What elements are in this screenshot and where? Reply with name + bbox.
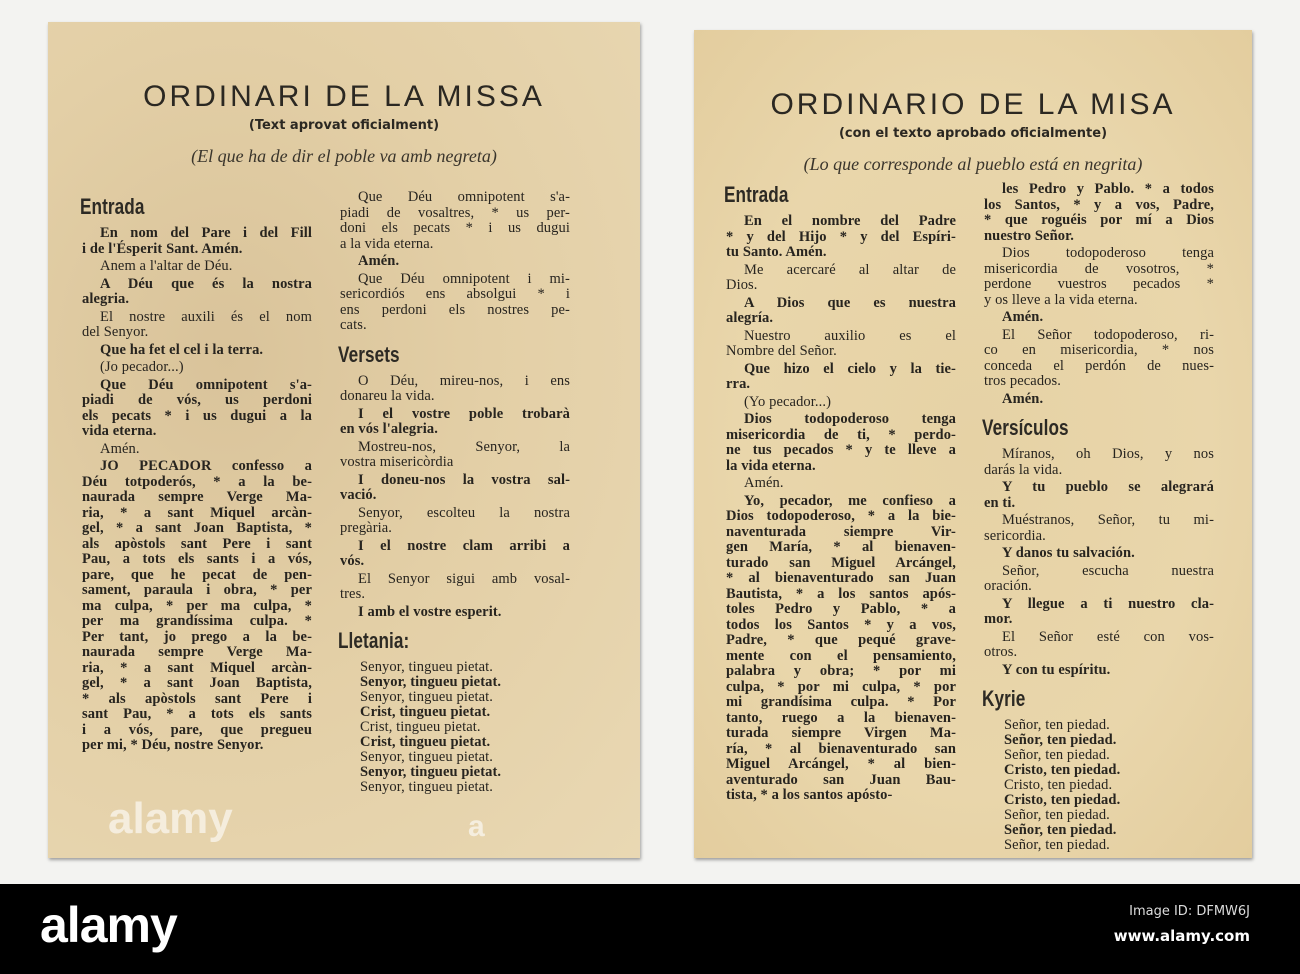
text-line: * als apòstols sant Pere i	[82, 690, 312, 707]
spanish-page	[694, 30, 1252, 858]
text-line: * que roguéis por mí a Dios	[984, 212, 1214, 228]
list-item: Señor, ten piedad.	[1004, 717, 1110, 733]
text-line: turada siempre Virgen Ma-	[726, 725, 956, 741]
image-id: Image ID: DFMW6J	[1129, 904, 1250, 919]
page-note: (Lo que corresponde al pueblo está en negrita)	[803, 154, 1143, 174]
list-item: Crist, tingueu pietat.	[360, 719, 481, 735]
text-line: per ma grandíssima culpa. *	[82, 613, 312, 629]
section-heading: Versets	[338, 341, 400, 367]
text-line: JO PECADOR confesso a	[100, 458, 312, 474]
page-title: ORDINARI DE LA MISSA	[143, 80, 545, 113]
people-response	[340, 473, 570, 504]
priest-text	[984, 328, 1214, 390]
text-line: Me acercaré al altar de	[744, 261, 956, 278]
page-note: (El que ha de dir el poble va amb negreta)	[191, 146, 497, 166]
list-item: Senyor, tingueu pietat.	[360, 689, 493, 705]
list-item: Senyor, tingueu pietat.	[360, 764, 502, 780]
text-line: I el nostre clam arribi a	[358, 537, 570, 554]
text-line: Senyor, escolteu la nostra	[358, 504, 570, 521]
text-line: per mi, * Déu, nostre Senyor.	[82, 737, 264, 753]
priest-text	[340, 374, 570, 405]
text-line: piadi de vosaltres, * us per-	[340, 204, 570, 221]
text-line: Miguel Arcángel, * al bien-	[726, 756, 956, 772]
people-response	[726, 214, 956, 261]
text-line: A Dios que es nuestra	[744, 294, 956, 311]
text-line: toles Pedro y Pablo, * a	[726, 601, 956, 617]
text-line: Míranos, oh Dios, y nos	[1002, 446, 1214, 462]
watermark: a	[468, 810, 485, 843]
people-response	[340, 407, 570, 438]
text-line: naurada sempre Verge Ma-	[82, 644, 312, 660]
text-line: Padre, * que pequé grave-	[726, 632, 956, 648]
text-line: Que hizo el cielo y la tie-	[744, 360, 956, 377]
text-line: * y del Hijo * y del Espíri-	[726, 228, 956, 245]
text-line: Yo, pecador, me confieso a	[744, 492, 956, 509]
alamy-logo: alamy	[40, 897, 177, 953]
text-line: tanto, ruego a la bienaven-	[726, 709, 956, 726]
list-item: Cristo, ten piedad.	[1004, 777, 1113, 793]
text-line: Mostreu-nos, Senyor, la	[358, 438, 570, 455]
people-response	[82, 343, 312, 359]
text-line: El Señor todopoderoso, ri-	[1002, 326, 1214, 343]
text-line: i de l'Ésperit Sant. Amén.	[82, 240, 243, 257]
text-line: El Senyor sigui amb vosal-	[358, 570, 570, 587]
people-response	[984, 480, 1214, 511]
text-line: * al bienaventurado san Juan	[726, 570, 956, 586]
text-line: palabra y obra; * por mi	[726, 663, 956, 679]
text-line: Y llegue a ti nuestro cla-	[1002, 595, 1214, 612]
people-response	[82, 226, 312, 257]
column-right	[340, 190, 570, 797]
priest-text	[82, 259, 312, 275]
text-line: les Pedro y Pablo. * a todos	[1002, 181, 1214, 197]
priest-text	[984, 564, 1214, 595]
text-line: Amén.	[100, 440, 140, 457]
section-heading: Entrada	[80, 194, 145, 219]
people-response	[984, 597, 1214, 628]
people-response	[726, 296, 956, 327]
page-subtitle: (con el texto aprobado oficialmente)	[838, 126, 1108, 141]
text-line: sant Pau, * a tots els sants	[82, 706, 312, 722]
priest-text	[340, 506, 570, 537]
priest-text	[82, 310, 312, 341]
priest-text	[726, 476, 956, 492]
text-line: Que Déu omnipotent s'a-	[358, 189, 570, 205]
text-line: en ti.	[984, 494, 1016, 511]
people-response	[726, 412, 956, 474]
text-line: conceda el perdón de nues-	[984, 357, 1214, 374]
list-item: Crist, tingueu pietat.	[360, 734, 491, 750]
text-line: alegria.	[82, 291, 130, 307]
text-line: co en misericordia, * nos	[984, 342, 1214, 358]
watermark: alamy	[108, 794, 233, 843]
text-line: nuestro Señor.	[984, 227, 1075, 244]
people-response	[984, 182, 1214, 244]
text-line: Que ha fet el cel i la terra.	[100, 341, 264, 358]
priest-text	[340, 440, 570, 471]
text-line: i a vós, pare, que pregueu	[82, 721, 312, 738]
text-line: El nostre auxili és el nom	[100, 308, 312, 325]
text-line: tu Santo. Amén.	[726, 244, 827, 260]
text-line: la vida eterna.	[726, 457, 816, 474]
section-heading: Kyrie	[982, 686, 1026, 711]
list-item: Señor, ten piedad.	[1004, 807, 1110, 823]
text-line: naurada sempre Verge Ma-	[82, 489, 312, 505]
text-line: I el vostre poble trobarà	[358, 405, 570, 422]
text-line: mente con el pensamiento,	[726, 647, 956, 664]
text-line: sament, paraula i obra, * per	[82, 582, 312, 598]
text-line: aventurado san Juan Bau-	[726, 771, 956, 788]
list-item: Senyor, tingueu pietat.	[360, 779, 493, 795]
text-line: ens perdoni els nostres pe-	[340, 301, 570, 318]
text-line: En el nombre del Padre	[744, 213, 956, 229]
text-line: Señor, escucha nuestra	[1002, 562, 1214, 579]
text-line: vida eterna.	[82, 423, 157, 439]
text-line: perdone vuestros pecados *	[984, 276, 1214, 292]
text-line: Y danos tu salvación.	[1002, 545, 1135, 561]
column-right	[984, 182, 1214, 855]
priest-text	[340, 272, 570, 334]
text-line: piadi de vós, us perdoni	[82, 392, 312, 408]
text-line: sericordia.	[984, 527, 1046, 544]
text-line: Nuestro auxilio es el	[744, 327, 956, 344]
text-line: I doneu-nos la vostra sal-	[358, 471, 570, 488]
text-line: pare, que he pecat de pen-	[82, 566, 312, 583]
text-line: A Déu que és la nostra	[100, 275, 312, 292]
text-line: Per tant, jo prego a la be-	[82, 628, 312, 645]
text-line: Déu totpoderós, * a la be-	[82, 473, 312, 490]
priest-text	[340, 572, 570, 603]
text-line: tres.	[340, 586, 366, 602]
text-line: mor.	[984, 611, 1013, 627]
list-item: Senyor, tingueu pietat.	[360, 674, 502, 690]
people-response	[726, 494, 956, 804]
text-line: pregària.	[340, 520, 393, 536]
priest-text	[82, 360, 312, 376]
text-line: Que Déu omnipotent s'a-	[100, 376, 312, 393]
priest-text	[984, 513, 1214, 544]
section-heading: Versículos	[982, 415, 1069, 440]
text-line: Pau, a tots els sants i a vós,	[82, 551, 312, 567]
people-response	[340, 254, 570, 270]
text-line: darás la vida.	[984, 461, 1063, 478]
people-response	[984, 310, 1214, 326]
text-line: los Santos, * y a vos, Padre,	[984, 196, 1214, 213]
text-line: rra.	[726, 376, 751, 392]
text-line: gel, * a sant Joan Baptista, *	[82, 520, 312, 536]
text-line: Dios todopoderoso tenga	[744, 411, 956, 427]
text-line: ria, * a sant Miquel arcàn-	[82, 504, 312, 521]
text-line: Y tu pueblo se alegrará	[1002, 479, 1214, 495]
priest-text	[82, 442, 312, 458]
list-item: Cristo, ten piedad.	[1004, 792, 1121, 808]
people-response	[984, 392, 1214, 408]
text-line: donareu la vida.	[340, 388, 435, 404]
priest-text	[340, 190, 570, 252]
text-line: Anem a l'altar de Déu.	[100, 258, 233, 274]
text-line: gel, * a sant Joan Baptista,	[82, 675, 312, 691]
text-line: gen María, * al bienaven-	[726, 539, 956, 555]
response-list	[340, 660, 570, 795]
list-item: Señor, ten piedad.	[1004, 837, 1110, 853]
text-line: I amb el vostre esperit.	[358, 603, 502, 620]
text-line: otros.	[984, 644, 1018, 660]
text-line: Bautista, * a los santos após-	[726, 585, 956, 602]
people-response	[984, 663, 1214, 679]
priest-text	[984, 630, 1214, 661]
text-line: (Yo pecador...)	[744, 393, 832, 410]
site-url: www.alamy.com	[1113, 927, 1250, 945]
text-line: todos los Santos * y a vos,	[726, 616, 956, 633]
text-line: Amén.	[1002, 309, 1044, 325]
text-line: als apòstols sant Pere i sant	[82, 535, 312, 552]
text-line: Muéstranos, Señor, tu mi-	[1002, 512, 1214, 528]
text-line: y os lleve a la vida eterna.	[984, 291, 1138, 308]
list-item: Señor, ten piedad.	[1004, 732, 1117, 748]
text-line: ria, * a sant Miquel arcàn-	[82, 659, 312, 676]
text-line: del Senyor.	[82, 324, 149, 340]
priest-text	[726, 329, 956, 360]
text-line: culpa, * por mi culpa, * por	[726, 678, 956, 695]
list-item: Senyor, tingueu pietat.	[360, 749, 493, 765]
text-line: Nombre del Señor.	[726, 343, 837, 359]
text-line: Amén.	[1002, 390, 1044, 407]
text-line: ma culpa, * per ma culpa, *	[82, 597, 312, 614]
text-line: Amén.	[358, 253, 400, 269]
priest-text	[984, 246, 1214, 308]
list-item: Cristo, ten piedad.	[1004, 762, 1121, 778]
text-line: mi grandísima culpa. * Por	[726, 694, 956, 710]
text-line: tista, * a los santos apósto-	[726, 787, 893, 803]
text-line: en vós l'alegria.	[340, 421, 438, 437]
text-line: Dios.	[726, 277, 758, 293]
text-line: (Jo pecador...)	[100, 359, 184, 375]
text-line: misericordia de vosotros, *	[984, 260, 1214, 277]
people-response	[984, 546, 1214, 562]
people-response	[340, 605, 570, 621]
text-line: sericordiós ens absolgui * i	[340, 286, 570, 302]
list-item: Crist, tingueu pietat.	[360, 704, 491, 720]
section-heading: Lletania:	[338, 628, 410, 653]
people-response	[82, 459, 312, 754]
text-line: Amén.	[744, 475, 784, 491]
text-line: tros pecados.	[984, 373, 1062, 389]
text-line: a la vida eterna.	[340, 235, 434, 252]
page-title: ORDINARIO DE LA MISA	[770, 88, 1176, 121]
column-left	[726, 182, 956, 806]
priest-text	[726, 395, 956, 411]
catalan-page	[48, 22, 640, 858]
list-item: Senyor, tingueu pietat.	[360, 659, 493, 675]
people-response	[82, 378, 312, 440]
text-line: Y con tu espíritu.	[1002, 661, 1111, 678]
text-line: oración.	[984, 578, 1032, 594]
footer-bar	[0, 884, 1300, 974]
text-line: En nom del Pare i del Fill	[100, 225, 312, 241]
text-line: misericordia de ti, * perdo-	[726, 426, 956, 443]
text-line: turado san Miguel Arcángel,	[726, 554, 956, 571]
list-item: Señor, ten piedad.	[1004, 747, 1110, 763]
people-response	[726, 362, 956, 393]
response-list	[984, 718, 1214, 853]
priest-text	[726, 263, 956, 294]
list-item: Señor, ten piedad.	[1004, 822, 1117, 838]
text-line: alegría.	[726, 310, 774, 326]
text-line: vós.	[340, 553, 365, 569]
section-heading: Entrada	[724, 182, 789, 207]
text-line: vostra misericòrdia	[340, 454, 454, 470]
column-left	[82, 194, 312, 756]
people-response	[340, 539, 570, 570]
text-line: Que Déu omnipotent i mi-	[358, 270, 570, 287]
text-line: ne tus pecados * y te lleve a	[726, 442, 956, 458]
text-line: Dios todopoderoso tenga	[1002, 245, 1214, 261]
priest-text	[984, 447, 1214, 478]
text-line: els pecats * i us dugui a la	[82, 407, 312, 424]
text-line: Dios todopoderoso, * a la bie-	[726, 508, 956, 524]
text-line: ría, * al bienaventurado san	[726, 740, 956, 757]
page-subtitle: (Text aprovat oficialment)	[248, 118, 440, 133]
text-line: naventurada siempre Vir-	[726, 523, 956, 540]
text-line: cats.	[340, 317, 367, 333]
text-line: doni els pecats * i us dugui	[340, 220, 570, 236]
people-response	[82, 277, 312, 308]
text-line: El Señor esté con vos-	[1002, 628, 1214, 645]
text-line: vació.	[340, 487, 377, 503]
text-line: O Déu, mireu-nos, i ens	[358, 372, 570, 389]
